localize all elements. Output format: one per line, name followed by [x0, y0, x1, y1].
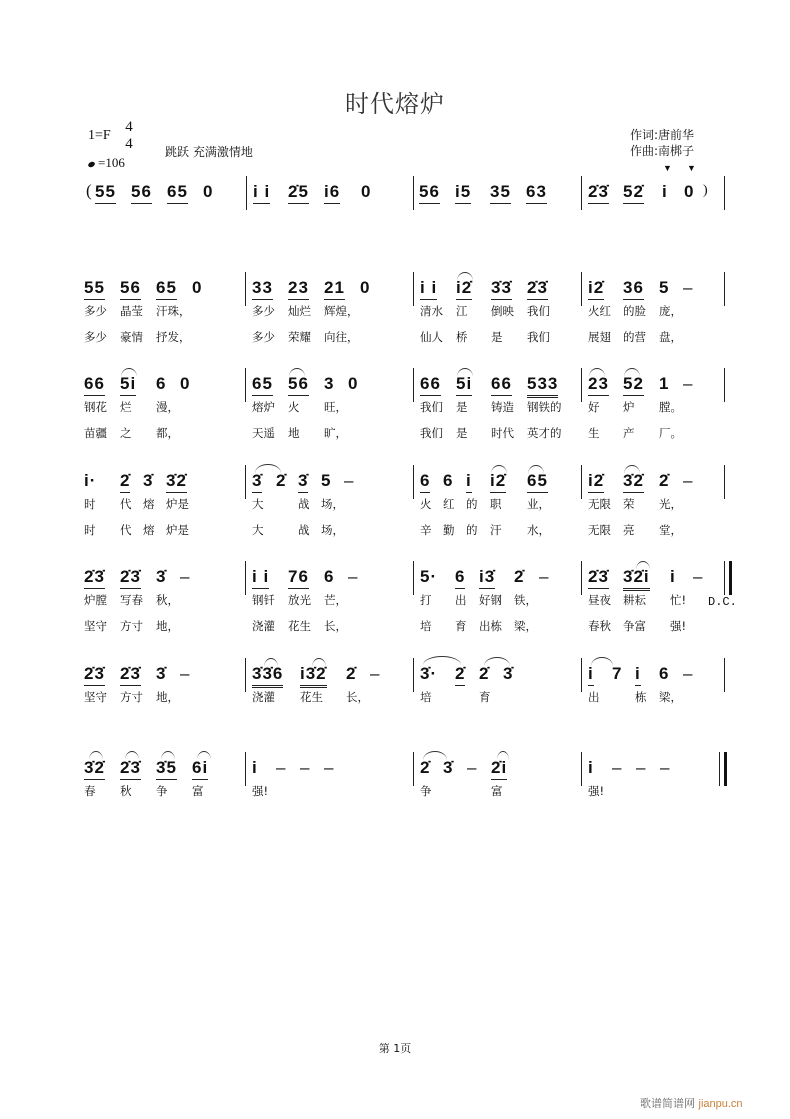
lyric: 育	[479, 690, 491, 704]
tempo-marking: =106	[88, 155, 125, 171]
note-group: 66	[84, 374, 105, 396]
lyric: 产	[623, 426, 635, 440]
lyric: 梁，	[514, 619, 537, 633]
lyric: 是	[491, 330, 503, 344]
lyric: 仙人	[420, 330, 443, 344]
score-line-1	[0, 163, 790, 212]
note-group: –	[636, 758, 647, 777]
lyric: 放光	[288, 593, 311, 607]
note-group: 6	[324, 567, 335, 586]
note-group: –	[370, 664, 381, 683]
barline	[719, 752, 720, 786]
note-group: 65	[167, 182, 188, 204]
note-group: 2̇	[276, 471, 287, 490]
barline	[413, 176, 414, 210]
barline	[581, 561, 582, 595]
note-group: 3̇	[298, 471, 308, 493]
lyric: 好	[588, 400, 600, 414]
lyric: 花生	[300, 690, 323, 704]
lyric: 旺，	[324, 400, 347, 414]
lyric: 辉煌，	[324, 304, 359, 318]
lyric: 春秋	[588, 619, 611, 633]
barline	[245, 658, 246, 692]
barline	[413, 368, 414, 402]
note-group: 66	[491, 374, 512, 396]
lyric: 好钢	[479, 593, 502, 607]
lyric: 坚守	[84, 619, 107, 633]
note-group: 56	[419, 182, 440, 204]
note-group: i	[466, 471, 472, 493]
lyric: 熔炉	[252, 400, 275, 414]
lyric: 强!	[670, 619, 687, 633]
note-group: 0	[203, 182, 214, 201]
lyric: 春	[84, 784, 96, 798]
barline	[581, 658, 582, 692]
note-group: i3̇2̇	[300, 664, 327, 688]
lyric: 代	[120, 523, 132, 537]
lyric: 庞，	[659, 304, 682, 318]
note-group: 3̇	[443, 758, 454, 777]
key-signature: 1=F	[88, 128, 111, 143]
lyric: 多少	[84, 330, 107, 344]
barline	[724, 368, 725, 402]
note-group: 2̇	[120, 471, 130, 493]
staccato-mark-icon: ▼	[687, 163, 696, 173]
lyric: 堂，	[659, 523, 682, 537]
lyric: 出栋	[479, 619, 502, 633]
note-group: i i	[420, 278, 437, 300]
note-group: 3̇	[156, 664, 167, 683]
note-group: 2̇3̇	[527, 278, 548, 300]
barline	[581, 465, 582, 499]
note-group: 3̇2̇	[84, 758, 105, 780]
note-group: –	[180, 664, 191, 683]
barline	[581, 752, 582, 786]
lyric: 炉	[623, 400, 635, 414]
note-group: 6	[659, 664, 670, 683]
note-group: 3̇2̇	[623, 471, 644, 493]
lyric: 天遥	[252, 426, 275, 440]
note-group: i i	[253, 182, 270, 204]
note-group: 65	[156, 278, 177, 300]
note-group: 65	[527, 471, 548, 493]
lyric: 旷，	[324, 426, 347, 440]
lyric: 展翅	[588, 330, 611, 344]
note-group: 5i	[120, 374, 136, 396]
lyric: 我们	[420, 426, 443, 440]
lyric: 铸造	[491, 400, 514, 414]
lyric: 铁，	[514, 593, 537, 607]
note-group: 23	[288, 278, 309, 300]
barline	[581, 368, 582, 402]
lyric: 红	[443, 497, 455, 511]
barline	[581, 272, 582, 306]
lyric: 水，	[527, 523, 550, 537]
lyric: 灿烂	[288, 304, 311, 318]
note-group: 0	[684, 182, 695, 201]
note-group: 3̇5	[156, 758, 177, 780]
lyric: 浇灌	[252, 690, 275, 704]
note-group: 3̇	[143, 471, 154, 490]
lyric: 多少	[252, 330, 275, 344]
note-group: i5	[455, 182, 471, 204]
lyric: 苗疆	[84, 426, 107, 440]
note-group: 5	[321, 471, 332, 490]
note-group: –	[324, 758, 335, 777]
note-group: 35	[490, 182, 511, 204]
watermark: 歌谱简谱网 jianpu.cn	[640, 1097, 743, 1110]
note-group: 2̇3̇	[588, 182, 609, 204]
note-group: 76	[288, 567, 309, 589]
note-group: –	[180, 567, 191, 586]
lyric: 梁，	[659, 690, 682, 704]
lyric: 芒，	[324, 593, 347, 607]
note-group: 2̇i	[491, 758, 507, 780]
close-paren: )	[703, 183, 708, 198]
lyric: 倒映	[491, 304, 514, 318]
note-group: 3̇3̇6	[252, 664, 283, 688]
lyric: 多少	[84, 304, 107, 318]
lyric: 争富	[623, 619, 646, 633]
note-group: –	[539, 567, 550, 586]
note-group: –	[693, 567, 704, 586]
lyric: 火	[420, 497, 432, 511]
lyric: 富	[491, 784, 503, 798]
note-group: 2̇3̇	[120, 567, 141, 589]
lyric: 我们	[420, 400, 443, 414]
lyric: 熔	[143, 523, 155, 537]
lyric: 炉是	[166, 497, 189, 511]
note-group: i2̇	[588, 471, 604, 493]
note-group: 5i	[456, 374, 472, 396]
barline	[413, 658, 414, 692]
lyric: 清水	[420, 304, 443, 318]
note-group: 3̇·	[420, 664, 438, 683]
note-group: 3	[324, 374, 335, 393]
lyric: 都，	[156, 426, 179, 440]
note-group: 55	[95, 182, 116, 204]
note-group: i6	[324, 182, 340, 204]
lyric: 钢花	[84, 400, 107, 414]
lyric: 光，	[659, 497, 682, 511]
staccato-mark-icon: ▼	[663, 163, 672, 173]
lyricist: 作词:唐前华	[630, 128, 695, 142]
lyric: 汗	[490, 523, 502, 537]
lyric: 地，	[156, 619, 179, 633]
note-group: 3̇	[156, 567, 167, 586]
final-barline	[724, 752, 727, 786]
lyric: 强!	[588, 784, 605, 798]
note-group: i·	[84, 471, 97, 490]
lyric: 栋	[635, 690, 647, 704]
note-group: 36	[623, 278, 644, 300]
note-group: 2̇5	[288, 182, 309, 204]
lyric: 长，	[346, 690, 369, 704]
note-group: 1	[659, 374, 670, 393]
lyric: 盘，	[659, 330, 682, 344]
lyric: 时	[84, 523, 96, 537]
note-group: 65	[252, 374, 273, 396]
lyric: 方寸	[120, 619, 143, 633]
note-group: i	[252, 758, 258, 777]
lyric: 桥	[456, 330, 468, 344]
barline	[245, 368, 246, 402]
lyric: 汗珠，	[156, 304, 191, 318]
barline	[413, 465, 414, 499]
note-group: 5·	[420, 567, 438, 586]
note-group: 0	[361, 182, 372, 201]
quarter-note-icon	[87, 160, 95, 167]
lyric: 时	[84, 497, 96, 511]
note-group: 55	[84, 278, 105, 300]
lyric: 战	[298, 523, 310, 537]
note-group: i2̇	[490, 471, 506, 493]
note-group: –	[683, 471, 694, 490]
lyric: 膛。	[659, 400, 682, 414]
lyric: 代	[120, 497, 132, 511]
lyric: 无限	[588, 523, 611, 537]
note-group: 0	[180, 374, 191, 393]
lyric: 炉是	[166, 523, 189, 537]
page-number: 第 1页	[378, 1042, 412, 1055]
open-paren: (	[86, 181, 92, 200]
barline	[724, 465, 725, 499]
note-group: 6	[443, 471, 454, 490]
note-group: 6	[455, 567, 465, 589]
note-group: 2̇	[455, 664, 465, 686]
lyric: 是	[456, 426, 468, 440]
note-group: –	[276, 758, 287, 777]
note-group: 2̇3̇	[120, 664, 141, 686]
note-group: –	[612, 758, 623, 777]
score-line-7	[0, 758, 790, 803]
lyric: 大	[252, 523, 264, 537]
barline	[724, 658, 725, 692]
lyric: 向往，	[324, 330, 359, 344]
lyric: 的	[466, 523, 478, 537]
note-group: 23	[588, 374, 609, 396]
note-group: –	[660, 758, 671, 777]
lyric: 长，	[324, 619, 347, 633]
lyric: 职	[490, 497, 502, 511]
note-group: –	[344, 471, 355, 490]
note-group: 33	[252, 278, 273, 300]
composer: 作曲:南梆子	[630, 144, 695, 158]
lyric: 场，	[321, 523, 344, 537]
note-group: i2̇	[588, 278, 604, 300]
expression-marking: 跳跃 充满激情地	[165, 145, 253, 159]
lyric: 出	[588, 690, 600, 704]
note-group: –	[467, 758, 478, 777]
lyric: 争	[156, 784, 168, 798]
lyric: 辛	[420, 523, 432, 537]
lyric: 亮	[623, 523, 635, 537]
note-group: 6i	[192, 758, 208, 780]
note-group: 2̇	[514, 567, 525, 586]
score-line-6	[0, 664, 790, 709]
time-signature: 4 4	[125, 119, 133, 152]
barline	[245, 752, 246, 786]
barline	[413, 272, 414, 306]
lyric: 战	[298, 497, 310, 511]
note-group: 3̇3̇	[491, 278, 512, 300]
lyric: 熔	[143, 497, 155, 511]
note-group: 0	[360, 278, 371, 297]
lyric: 培	[420, 690, 432, 704]
barline	[581, 176, 582, 210]
note-group: 7	[612, 664, 623, 683]
note-group: –	[683, 664, 694, 683]
lyric: 忙!	[670, 593, 687, 607]
barline	[724, 561, 725, 595]
score-line-3	[0, 374, 790, 444]
note-group: 3̇	[252, 471, 262, 493]
note-group: 52	[623, 374, 644, 396]
lyric: 富	[192, 784, 204, 798]
note-group: 56	[131, 182, 152, 204]
lyric: 生	[588, 426, 600, 440]
note-group: 6	[156, 374, 167, 393]
lyric: 强!	[252, 784, 269, 798]
note-group: 2̇	[346, 664, 357, 683]
lyric: 的脸	[623, 304, 646, 318]
barline	[724, 272, 725, 306]
note-group: 52̇	[623, 182, 644, 204]
barline	[413, 561, 414, 595]
credits	[630, 127, 694, 159]
lyric: 浇灌	[252, 619, 275, 633]
lyric: 地	[288, 426, 300, 440]
barline	[245, 465, 246, 499]
note-group: 56	[120, 278, 141, 300]
note-group: 21	[324, 278, 345, 300]
note-group: i	[588, 664, 594, 686]
note-group: 6	[420, 471, 430, 493]
slur-mark	[591, 657, 613, 666]
lyric: 出	[455, 593, 467, 607]
note-group: 56	[288, 374, 309, 396]
lyric: 炉膛	[84, 593, 107, 607]
lyric: 荣	[623, 497, 635, 511]
lyric: 我们	[527, 330, 550, 344]
lyric: 荣耀	[288, 330, 311, 344]
note-group: 0	[348, 374, 359, 393]
lyric: 坚守	[84, 690, 107, 704]
note-group: 2̇3̇	[84, 664, 105, 686]
note-group: 2̇	[479, 664, 490, 683]
lyric: 多少	[252, 304, 275, 318]
lyric: 大	[252, 497, 264, 511]
note-group: i	[588, 758, 594, 777]
score-line-4	[0, 471, 790, 541]
note-group: 2̇3̇	[120, 758, 141, 780]
dc-mark: D.C.	[708, 595, 737, 609]
lyric: 写春	[120, 593, 143, 607]
lyric: 昼夜	[588, 593, 611, 607]
lyric: 钢钎	[252, 593, 275, 607]
note-group: –	[348, 567, 359, 586]
final-barline	[729, 561, 732, 595]
barline	[413, 752, 414, 786]
lyric: 的营	[623, 330, 646, 344]
score-line-5	[0, 567, 790, 637]
lyric: 江	[456, 304, 468, 318]
note-group: 533	[527, 374, 558, 398]
note-group: i3̇	[479, 567, 495, 589]
note-group: i i	[252, 567, 269, 589]
barline	[245, 272, 246, 306]
lyric: 厂。	[659, 426, 682, 440]
lyric: 之	[120, 426, 132, 440]
lyric: 钢铁的	[527, 400, 562, 414]
lyric: 培	[420, 619, 432, 633]
note-group: 66	[420, 374, 441, 396]
note-group: –	[683, 374, 694, 393]
note-group: 3̇2̇i	[623, 567, 650, 591]
lyric: 抒发，	[156, 330, 191, 344]
barline	[724, 176, 725, 210]
lyric: 育	[455, 619, 467, 633]
lyric: 英才的	[527, 426, 562, 440]
note-group: i	[635, 664, 641, 686]
note-group: 5	[659, 278, 670, 297]
lyric: 耕耘	[623, 593, 646, 607]
note-group: 63	[526, 182, 547, 204]
lyric: 的	[466, 497, 478, 511]
barline	[245, 561, 246, 595]
lyric: 打	[420, 593, 432, 607]
note-group: 2̇3̇	[588, 567, 609, 589]
note-group: 3̇	[503, 664, 514, 683]
note-group: –	[683, 278, 694, 297]
note-group: i2̇	[456, 278, 472, 300]
lyric: 烂	[120, 400, 132, 414]
lyric: 业，	[527, 497, 550, 511]
lyric: 场，	[321, 497, 344, 511]
lyric: 漫，	[156, 400, 179, 414]
note-group: –	[300, 758, 311, 777]
lyric: 我们	[527, 304, 550, 318]
lyric: 争	[420, 784, 432, 798]
note-group: 2̇	[659, 471, 670, 490]
note-group: i	[662, 182, 668, 201]
lyric: 火红	[588, 304, 611, 318]
lyric: 豪情	[120, 330, 143, 344]
lyric: 无限	[588, 497, 611, 511]
lyric: 花生	[288, 619, 311, 633]
note-group: 2̇3̇	[84, 567, 105, 589]
note-group: 3̇2̇	[166, 471, 187, 493]
barline	[246, 176, 247, 210]
lyric: 方寸	[120, 690, 143, 704]
lyric: 秋，	[156, 593, 179, 607]
lyric: 是	[456, 400, 468, 414]
note-group: i	[670, 567, 676, 586]
note-group: 0	[192, 278, 203, 297]
song-title: 时代熔炉	[345, 90, 445, 118]
lyric: 晶莹	[120, 304, 143, 318]
score-line-2	[0, 278, 790, 348]
lyric: 勤	[443, 523, 455, 537]
lyric: 地，	[156, 690, 179, 704]
lyric: 时代	[491, 426, 514, 440]
lyric: 秋	[120, 784, 132, 798]
note-group: 2̇	[420, 758, 431, 777]
lyric: 火	[288, 400, 300, 414]
